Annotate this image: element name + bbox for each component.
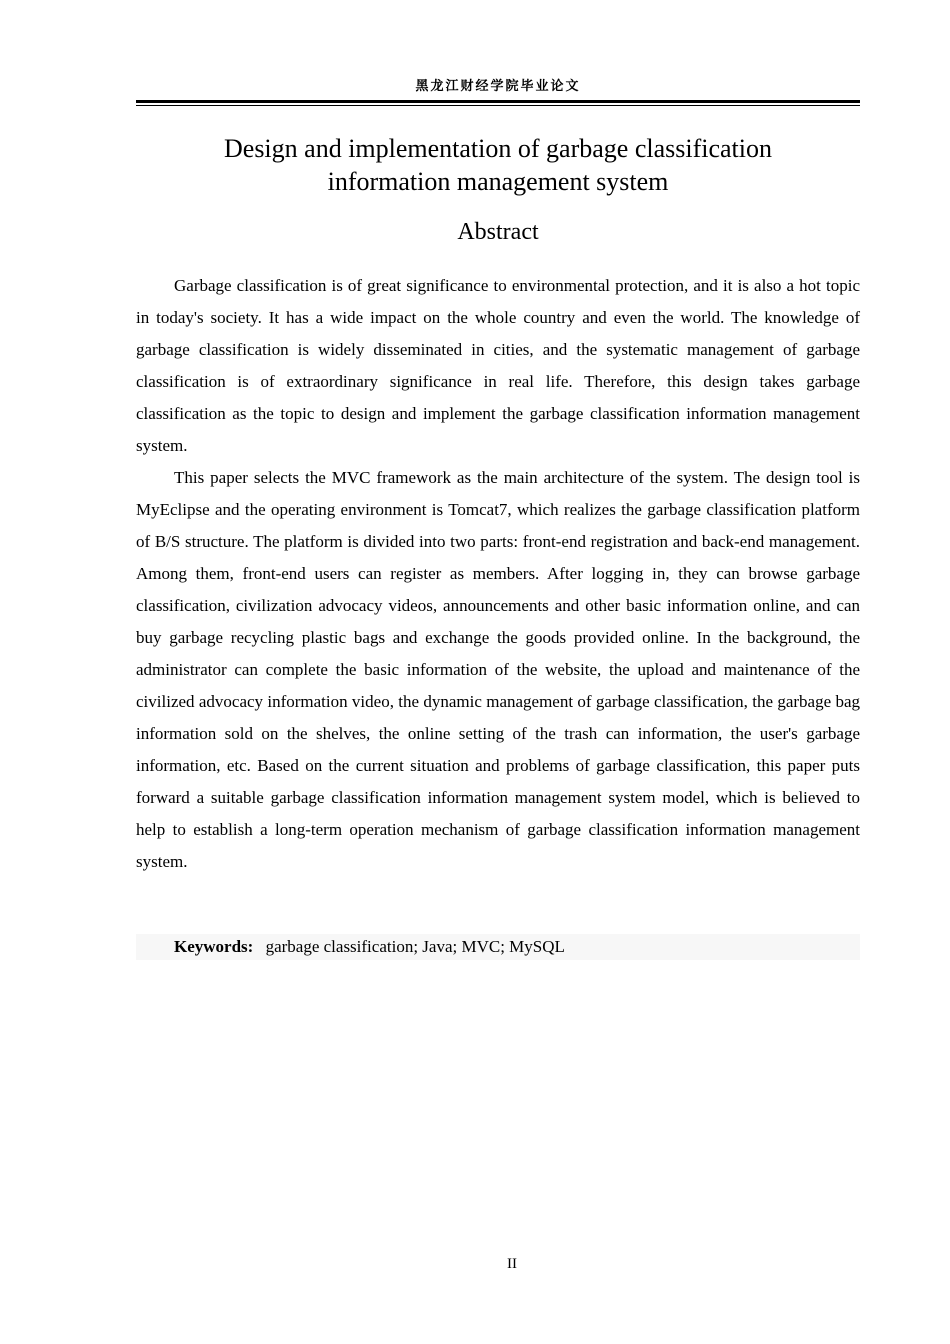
header-rule-thin: [136, 105, 860, 106]
abstract-paragraph-1: Garbage classification is of great significance to environmental protection, and it is also a hot topic in today's society. It has a wide impact on the whole country and even the world. The knowledge of garbage classification is widely disseminated in cities, and the systematic management of garbage classification is of extraordinary significance in real life. Therefore, this design takes garbage classification as the topic to design and implement the garbage classification information management system.: [136, 276, 860, 455]
paper-title: [136, 132, 860, 198]
keywords-label: Keywords:: [174, 937, 254, 956]
running-header: 黑龙江财经学院毕业论文: [415, 79, 581, 94]
paper-title-line-2: information management system: [327, 167, 669, 196]
header-rule-thick: [136, 100, 860, 103]
keywords-value: garbage classification; Java; MVC; MySQL: [265, 937, 565, 956]
abstract-paragraph-2: This paper selects the MVC framework as the main architecture of the system. The design tool is MyEclipse and the operating environment is Tomcat7, which realizes the garbage classification platform of B/S structure. The platform is divided into two parts: front-end registration and back-end management. Among them, front-end users can register as members. After logging in, they can browse garbage classification, civilization advocacy videos, announcements and other basic information online, and can buy garbage recycling plastic bags and exchange the goods provided online. In the background, the administrator can complete the basic information of the website, the upload and maintenance of the civilized advocacy information video, the dynamic management of garbage classification, the garbage bag information sold on the shelves, the online setting of the trash can information, the user's garbage information, etc. Based on the current situation and problems of garbage classification, this paper puts forward a suitable garbage classification information management system model, which is believed to help to establish a long-term operation mechanism of garbage classification information management system.: [136, 468, 860, 871]
keywords-line: [136, 934, 860, 960]
page-number: II: [507, 1256, 517, 1272]
abstract-heading: Abstract: [457, 219, 539, 245]
paper-title-line-1: Design and implementation of garbage classification: [224, 134, 772, 163]
abstract-body: [136, 270, 860, 878]
